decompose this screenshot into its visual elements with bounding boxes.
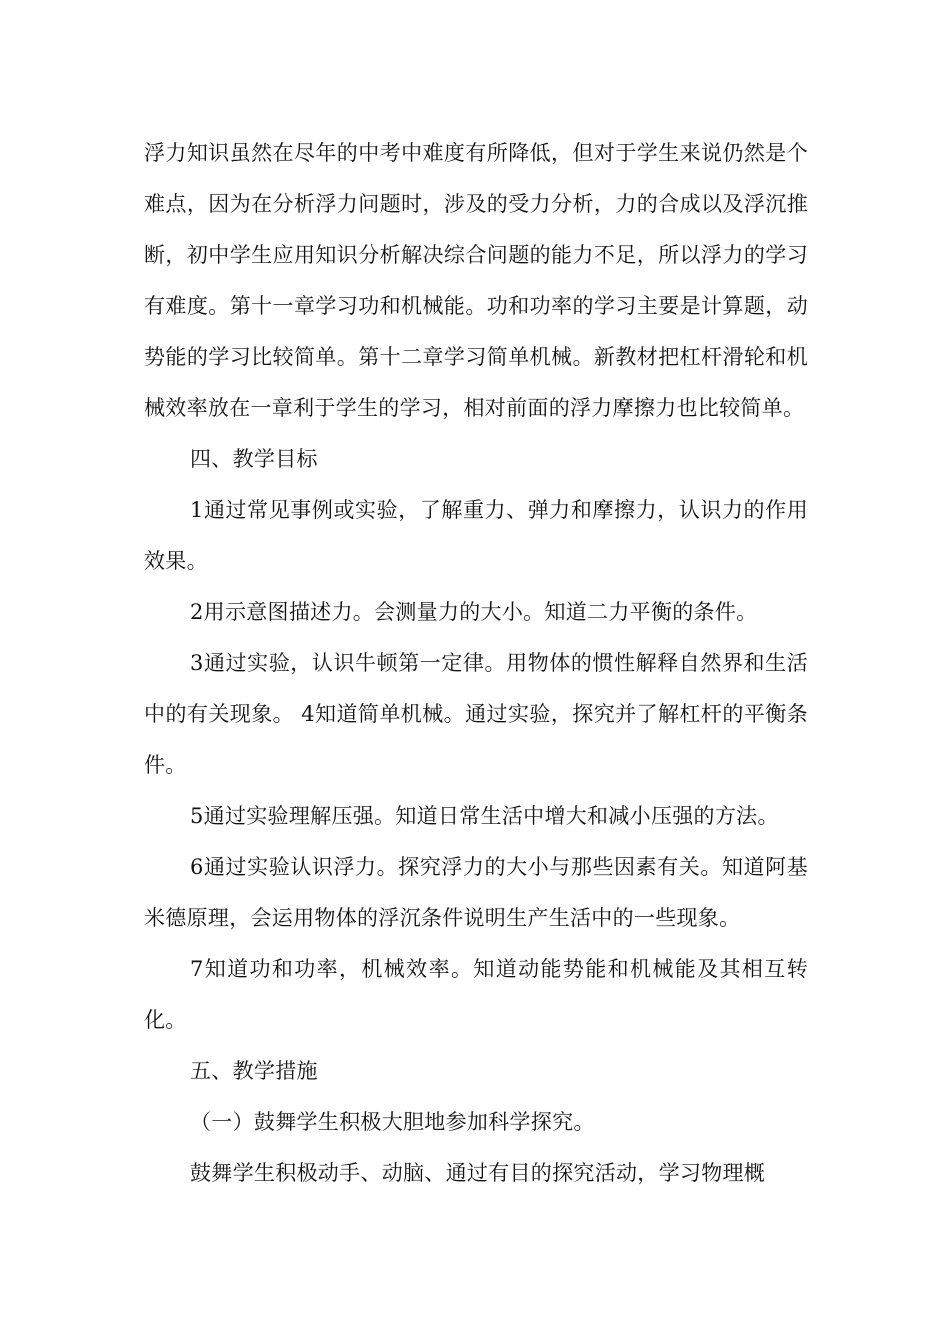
goal-item-3-4: 3通过实验，认识牛顿第一定律。用物体的惯性解释自然界和生活中的有关现象。 4知道简单机械。通过实验，探究并了解杠杆的平衡条件。	[144, 651, 808, 777]
goal-item-2: 2用示意图描述力。会测量力的大小。知道二力平衡的条件。	[190, 600, 758, 624]
document-page	[144, 128, 808, 1199]
section-heading-teaching-goals: 四、教学目标	[190, 447, 318, 471]
goal-item-5: 5通过实验理解压强。知道日常生活中增大和减小压强的方法。	[190, 804, 779, 828]
section-heading-teaching-measures: 五、教学措施	[190, 1059, 318, 1083]
subsection-heading-1: （一）鼓舞学生积极大胆地参加科学探究。	[190, 1110, 595, 1134]
goal-item-6: 6通过实验认识浮力。探究浮力的大小与那些因素有关。知道阿基米德原理，会运用物体的浮沉条件说明生产生活中的一些现象。	[144, 855, 808, 930]
goal-item-7: 7知道功和功率，机械效率。知道动能势能和机械能及其相互转化。	[144, 957, 808, 1032]
paragraph-buoyancy-summary: 浮力知识虽然在尽年的中考中难度有所降低，但对于学生来说仍然是个难点，因为在分析浮力问题时，涉及的受力分析，力的合成以及浮沉推断，初中学生应用知识分析解决综合问题的能力不足，所以浮力的学习有难度。第十一章学习功和机械能。功和功率的学习主要是计算题，动势能的学习比较简单。第十二章学习简单机械。新教材把杠杆滑轮和机械效率放在一章利于学生的学习，相对前面的浮力摩擦力也比较简单。	[144, 141, 808, 420]
paragraph-encourage-exploration: 鼓舞学生积极动手、动脑、通过有目的探究活动，学习物理概	[190, 1161, 766, 1185]
goal-item-1: 1通过常见事例或实验，了解重力、弹力和摩擦力，认识力的作用效果。	[144, 498, 808, 573]
